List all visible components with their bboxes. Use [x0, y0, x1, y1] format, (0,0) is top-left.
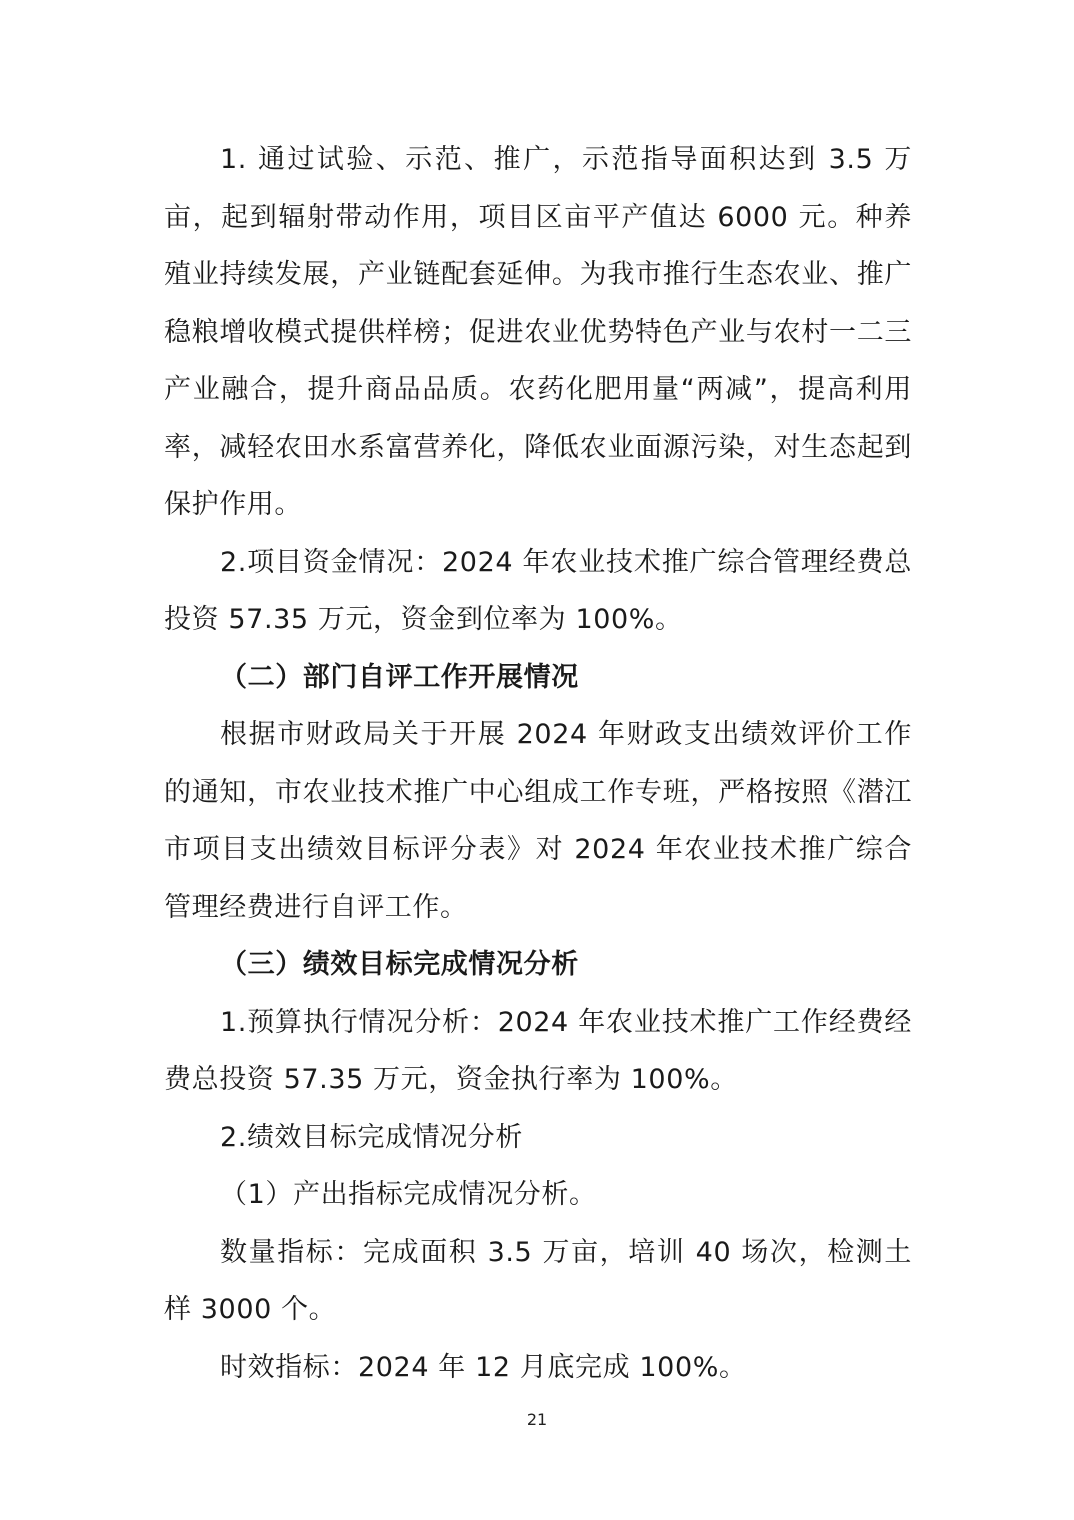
paragraph-project-funds: 2.项目资金情况：2024 年农业技术推广综合管理经费总投资 57.35 万元，资金到位率为 100%。: [164, 546, 912, 635]
heading-performance-analysis: （三）绩效目标完成情况分析: [220, 949, 579, 980]
paragraph-quantity-indicators: 数量指标：完成面积 3.5 万亩，培训 40 场次，检测土样 3000 个。: [164, 1236, 912, 1325]
paragraph-output-indicators: （1）产出指标完成情况分析。: [220, 1179, 597, 1210]
paragraph-performance-goals: 2.绩效目标完成情况分析: [220, 1121, 523, 1153]
heading-self-evaluation: （二）部门自评工作开展情况: [220, 661, 579, 693]
paragraph-self-evaluation: 根据市财政局关于开展 2024 年财政支出绩效评价工作的通知，市农业技术推广中心组成工作专班，严格按照《潜江市项目支出绩效目标评分表》对 2024 年农业技术推广综合管理经费进行自评工作。: [164, 719, 912, 923]
page-number: 21: [526, 1410, 548, 1429]
paragraph-budget-execution: 1.预算执行情况分析：2024 年农业技术推广工作经费经费总投资 57.35 万元，资金执行率为 100%。: [164, 1006, 912, 1095]
page-body: [164, 131, 912, 1396]
paragraph-demonstration-results: 1. 通过试验、示范、推广，示范指导面积达到 3.5 万亩，起到辐射带动作用，项目区亩平产值达 6000 元。种养殖业持续发展，产业链配套延伸。为我市推行生态农业、推广稳粮增收模式提供样榜；促进农业优势特色产业与农村一二三产业融合，提升商品品质。农药化肥用量“两减”，提高利用率，减轻农田水系富营养化，降低农业面源污染，对生态起到保护作用。: [164, 144, 912, 520]
paragraph-timeliness-indicators: 时效指标：2024 年 12 月底完成 100%。: [220, 1351, 747, 1383]
